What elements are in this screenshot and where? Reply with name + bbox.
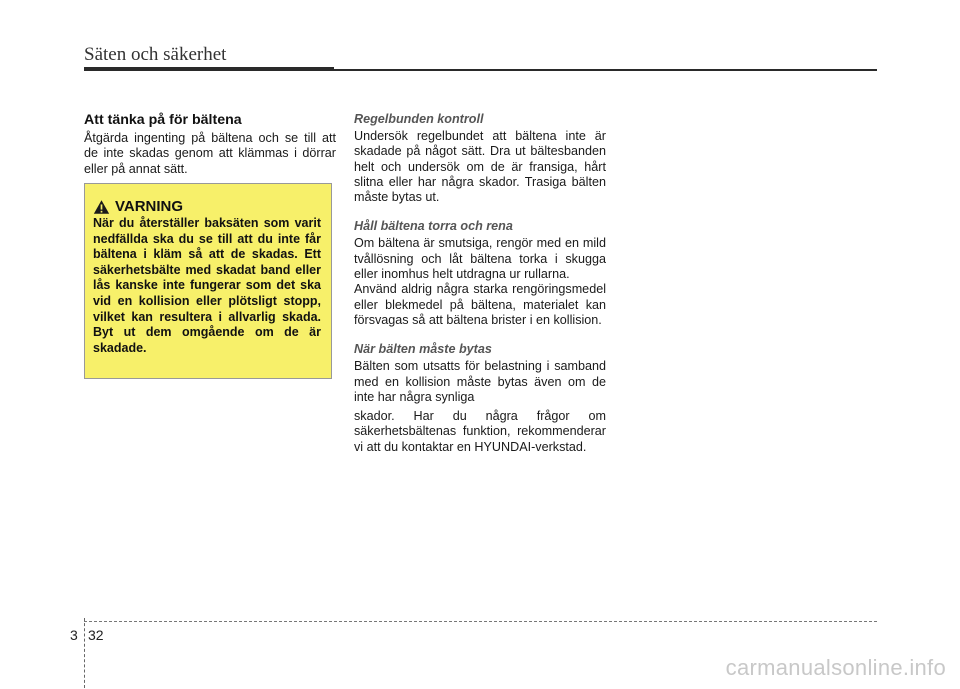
header-rule-thin — [334, 69, 877, 71]
section-heading-belts: Att tänka på för bältena — [84, 112, 242, 128]
paragraph-replace-belts-1: Bälten som utsatts för belastning i samband med en kollision måste bytas även om de inte har några synliga — [354, 359, 606, 404]
warning-triangle-icon — [93, 199, 110, 215]
warning-header — [93, 198, 321, 215]
page-number: 32 — [88, 627, 104, 643]
footer-rule — [84, 621, 877, 622]
paragraph-keep-clean-2: Använd aldrig några starka rengöringsmedel eller blekmedel på bältena, materialet kan försvagas så att bältena brister i en kollision. — [354, 282, 606, 327]
paragraph-keep-clean-1: Om bältena är smutsiga, rengör med en mild tvållösning och låt bältena torka i skugga eller inomhus helt utdragna ur rullarna. — [354, 236, 606, 282]
header-rule-thick — [84, 67, 334, 71]
left-column — [84, 112, 336, 177]
sub-heading-regular-check: Regelbunden kontroll — [354, 112, 484, 126]
paragraph-replace-belts-2: skador. Har du några frågor om säkerhetsbältenas funktion, rekommenderar vi att du kontaktar en HYUNDAI-verkstad. — [354, 409, 606, 454]
sub-heading-replace-belts: När bälten måste bytas — [354, 342, 492, 357]
paragraph-regular-check: Undersök regelbundet att bältena inte är skadade på något sätt. Dra ut bältesbanden helt och undersök om de är fransiga, hårt slitna eller har några skador. Trasiga bälten måste bytas ut. — [354, 129, 606, 205]
warning-box — [84, 183, 332, 379]
watermark: carmanualsonline.info — [725, 655, 946, 680]
warning-title: VARNING — [115, 198, 184, 215]
intro-paragraph: Åtgärda ingenting på bältena och se till att de inte skadas genom att klämmas i dörrar eller på annat sätt. — [84, 131, 336, 176]
right-column — [354, 112, 606, 455]
footer-divider — [84, 618, 86, 688]
chapter-number: 3 — [70, 627, 78, 643]
chapter-title: Säten och säkerhet — [84, 44, 227, 65]
sub-heading-keep-clean: Håll bältena torra och rena — [354, 219, 513, 234]
warning-text: När du återställer baksäten som varit nedfällda ska du se till att du inte får bältena i kläm så att de skadas. Ett säkerhetsbälte med skadat band eller lås kanske inte fungerar som det ska vid en kollision eller plötsligt stopp, vilket kan resultera i allvarlig skada. Byt ut dem omgående om de är skadade. — [93, 216, 321, 355]
